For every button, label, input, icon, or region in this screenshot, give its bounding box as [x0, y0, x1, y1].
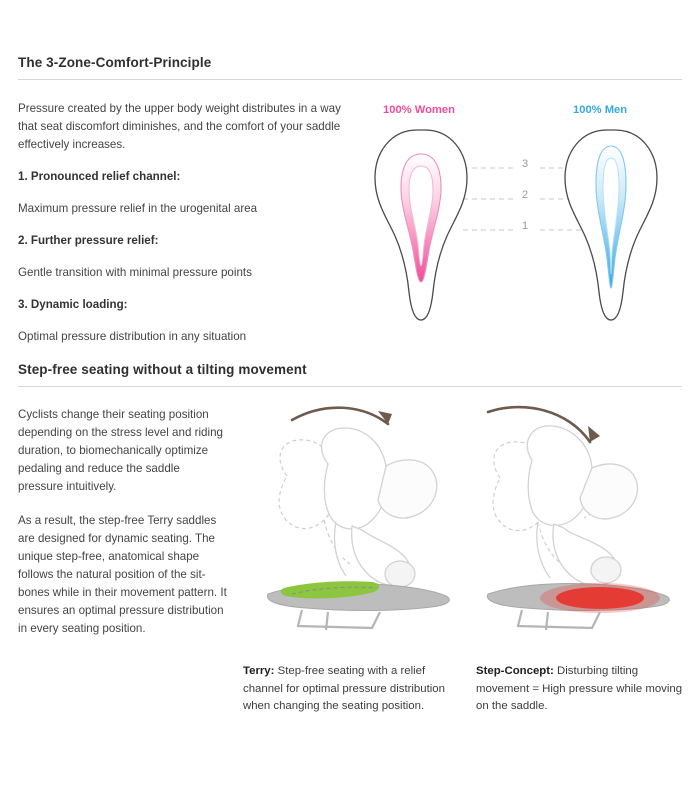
saddle-rails-left [298, 610, 380, 630]
zone-3-text: Optimal pressure distribution in any situation [18, 330, 247, 343]
saddle-svg [355, 96, 685, 336]
zone-2-heading: 2. Further pressure relief: [18, 234, 159, 247]
caption-terry [243, 663, 453, 716]
pressure-zone-red-glow [540, 583, 660, 613]
pelvis-saddle-diagram [232, 398, 684, 656]
saddle-label-women: 100% Women [383, 104, 455, 116]
caption-terry-label: Terry: [243, 665, 275, 677]
arrow-right-head [588, 426, 600, 442]
zone-1-heading: 1. Pronounced relief channel: [18, 170, 181, 183]
zone-item-3 [18, 296, 343, 346]
caption-terry-text: Step-free seating with a relief channel for optimal pressure distribution when changing the seating position. [243, 665, 445, 712]
caption-step-concept [476, 663, 684, 716]
saddle-comparison-diagram [355, 96, 685, 336]
level-marker-3: 3 [522, 158, 529, 170]
pelvis-right [527, 426, 637, 586]
caption-step-text: Disturbing tilting movement = High pressure while moving on the saddle. [476, 665, 683, 712]
divider-two [18, 386, 682, 387]
section-one-intro: Pressure created by the upper body weight distributes in a way that seat discomfort diminishes, and the comfort of your saddle effectively increases. [18, 102, 341, 151]
arrow-left-curve [292, 408, 388, 424]
step-concept-illustration [487, 407, 669, 630]
pelvis-left [321, 428, 436, 587]
section-one-text-column [18, 100, 343, 360]
saddle-label-men: 100% Men [573, 104, 628, 116]
section-one-title: The 3-Zone-Comfort-Principle [18, 55, 212, 70]
saddle-rails-right [518, 610, 600, 630]
caption-step-label: Step-Concept: [476, 665, 554, 677]
zone-2-text: Gentle transition with minimal pressure points [18, 266, 252, 279]
section-two-title: Step-free seating without a tilting movement [18, 362, 307, 377]
level-marker-2: 2 [522, 189, 529, 201]
section-two-paragraph-1: Cyclists change their seating position depending on the stress level and riding duration, to biomechanically optimize pedaling and reduce the saddle pressure intuitively. [18, 408, 223, 493]
zone-1-text: Maximum pressure relief in the urogenital area [18, 202, 258, 215]
saddle-outline-women [375, 130, 467, 320]
divider-one [18, 79, 682, 80]
zone-item-2 [18, 232, 343, 282]
terry-illustration [267, 408, 449, 630]
zone-3-heading: 3. Dynamic loading: [18, 298, 128, 311]
level-marker-1: 1 [522, 220, 529, 232]
pelvis-svg [232, 398, 684, 656]
zone-item-1 [18, 168, 343, 218]
saddle-outline-men [565, 130, 657, 320]
section-two-text-column [18, 406, 228, 638]
section-two-paragraph-2: As a result, the step-free Terry saddles are designed for dynamic seating. The unique step-free, anatomical shape follows the natural position of the sit-bones while in their movement pattern. It ensures an optimal pressure distribution in every seating position. [18, 514, 227, 635]
